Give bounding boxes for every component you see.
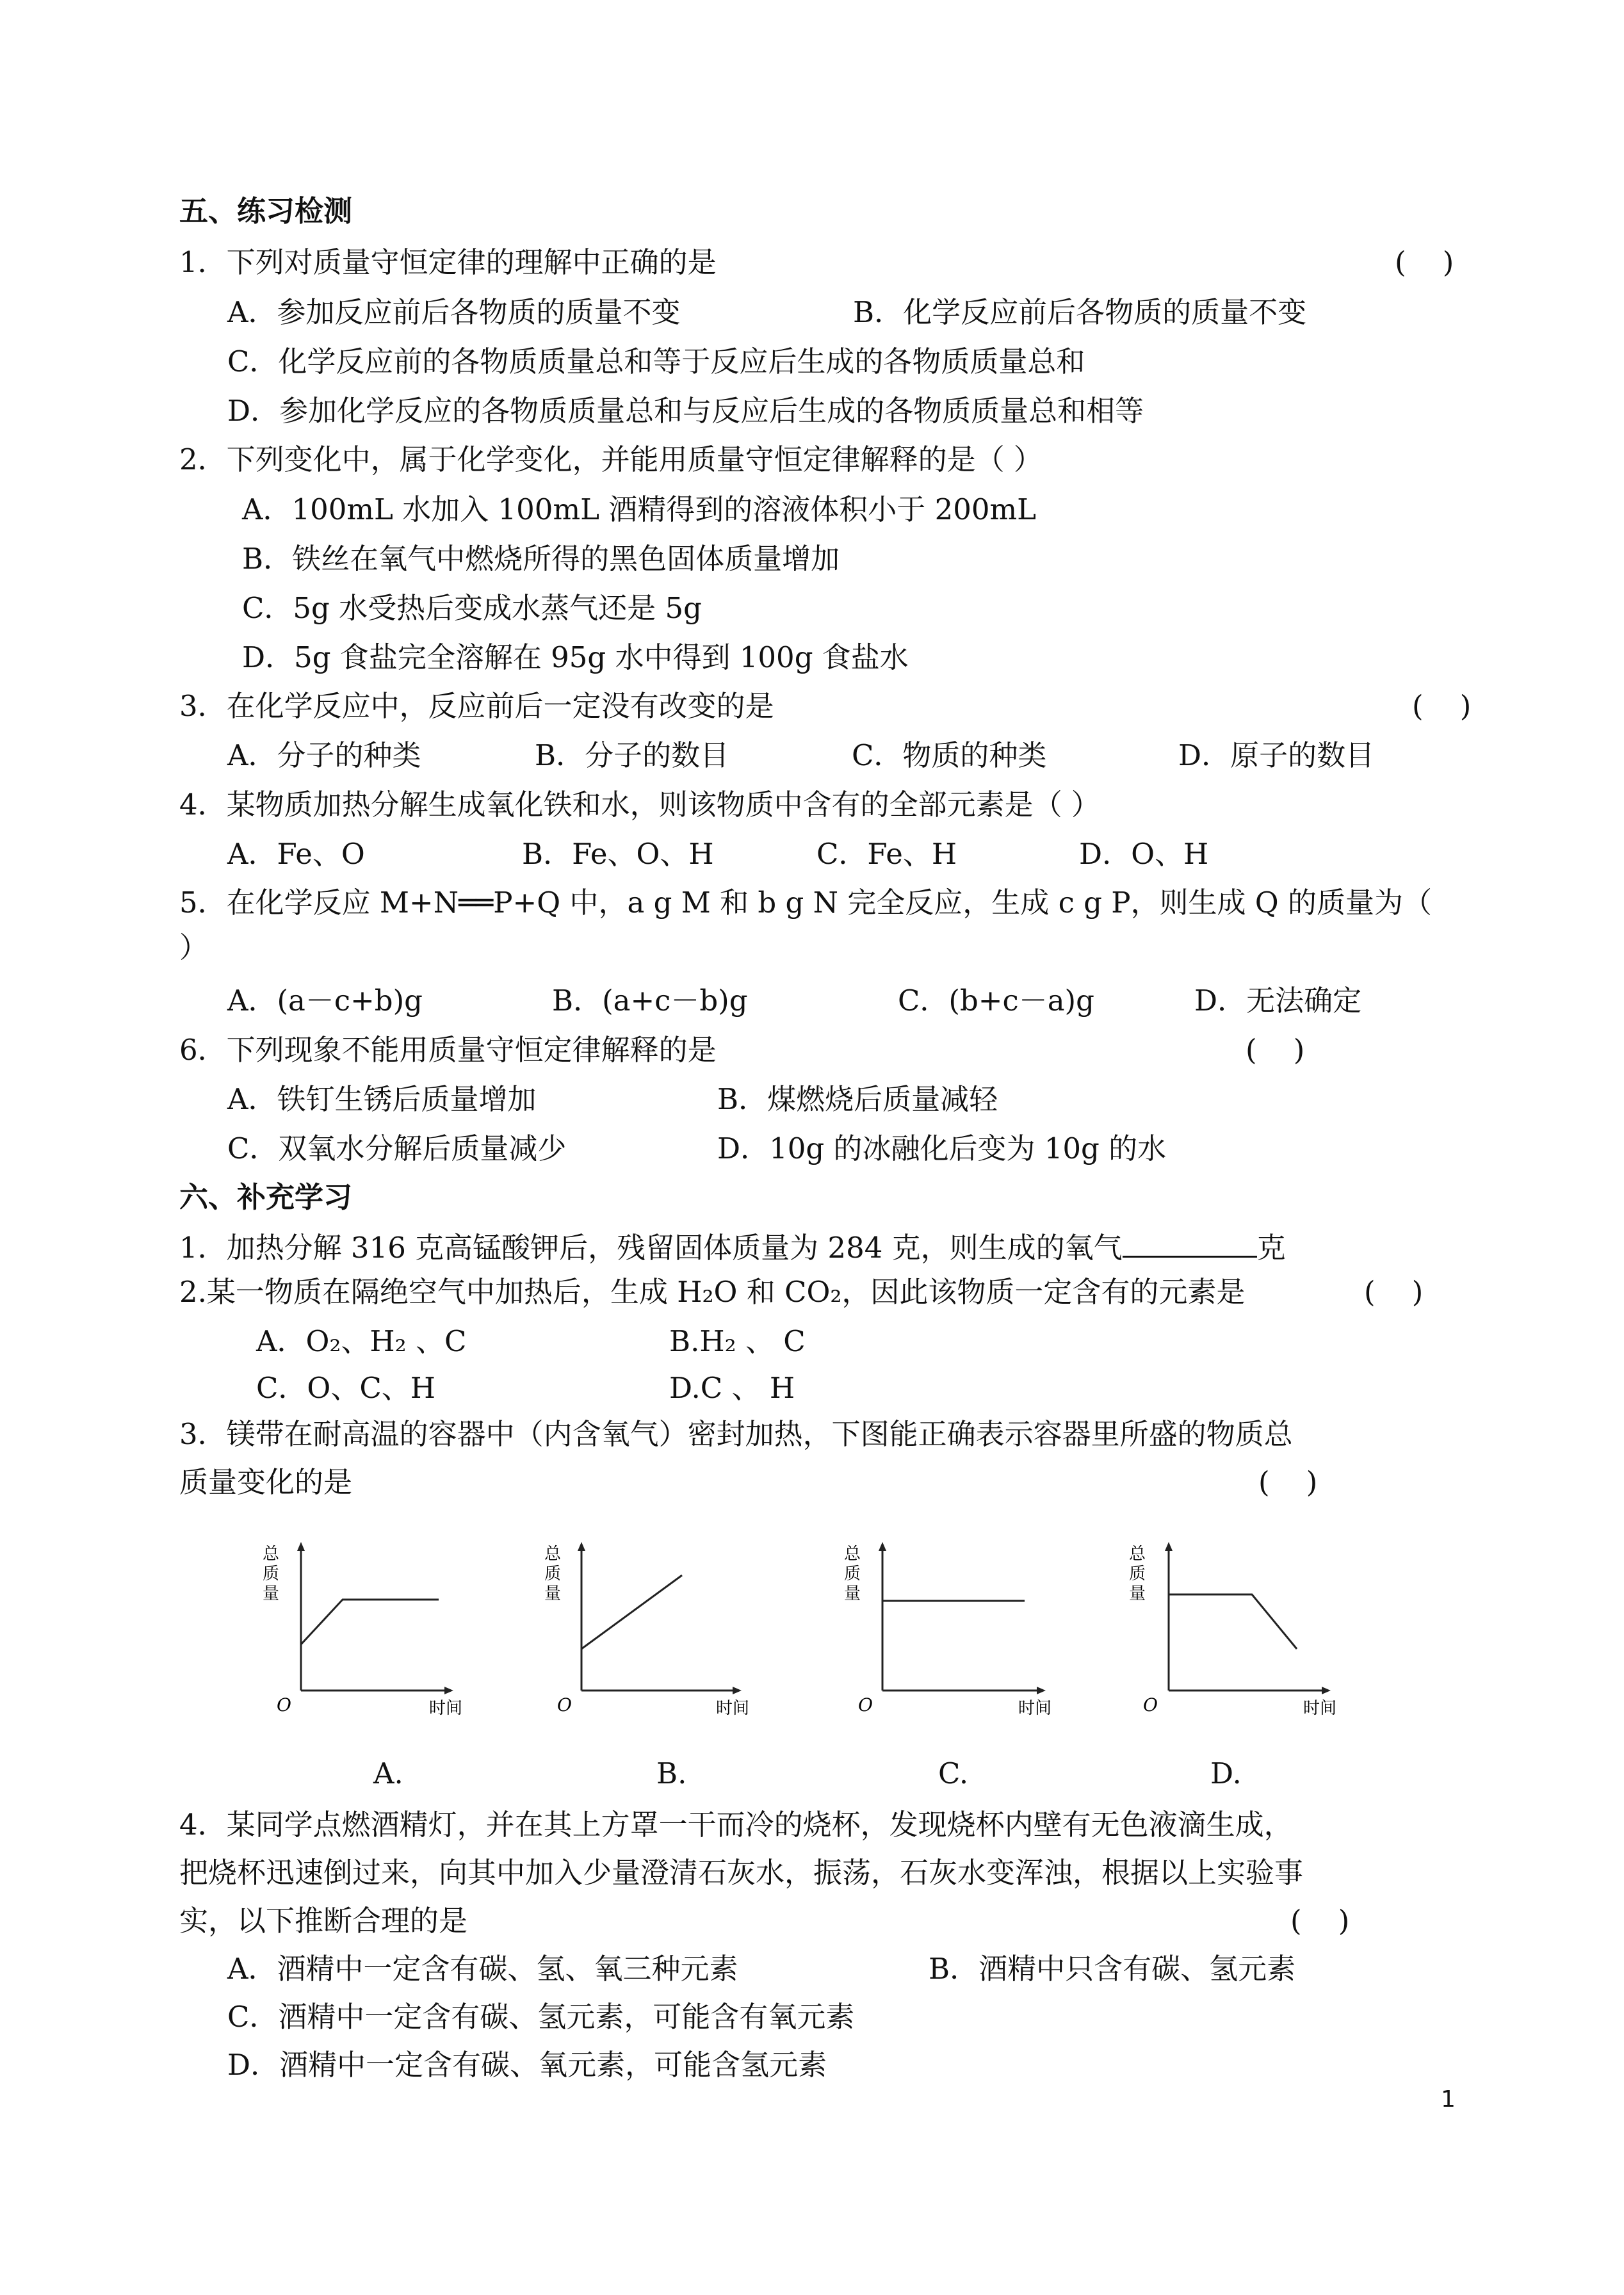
graph-d-label[interactable]: D. (1210, 1756, 1242, 1790)
q2-option-c[interactable]: C．5g 水受热后变成水蒸气还是 5g (242, 591, 702, 625)
q3-option-d[interactable]: D．原子的数目 (1178, 738, 1375, 772)
graph-b-label[interactable]: B. (656, 1756, 687, 1790)
graph-d-y-arrow (1165, 1542, 1173, 1551)
q3-answer-paren[interactable]: ( ) (1412, 689, 1472, 723)
q5-stem-continued: ） (179, 930, 209, 964)
s6-q4-stem: 4．某同学点燃酒精灯，并在其上方罩一干而冷的烧杯，发现烧杯内壁有无色液滴生成， (179, 1808, 1293, 1842)
q5-option-b[interactable]: B．(a+c－b)g (552, 984, 748, 1018)
graph-b-ylabel-2: 质 (544, 1564, 562, 1584)
graph-a-ylabel-3: 量 (263, 1584, 280, 1603)
q6-option-b[interactable]: B．煤燃烧后质量减轻 (717, 1082, 998, 1116)
graph-b-xlabel: 时间 (716, 1699, 750, 1718)
q4-option-d[interactable]: D．O、H (1079, 837, 1209, 871)
q3-option-b[interactable]: B．分子的数目 (535, 738, 729, 772)
graph-c-ylabel-2: 质 (844, 1564, 861, 1584)
q6-option-c[interactable]: C．双氧水分解后质量减少 (227, 1131, 567, 1165)
q1-stem: 1．下列对质量守恒定律的理解中正确的是 (179, 245, 717, 279)
s6-q1-unit: 克 (1256, 1231, 1286, 1265)
s6-q4-option-c[interactable]: C．酒精中一定含有碳、氢元素，可能含有氧元素 (227, 2000, 855, 2034)
q4-option-b[interactable]: B．Fe、O、H (522, 837, 714, 871)
graph-d (1117, 1537, 1348, 1729)
graph-b-ylabel-3: 量 (544, 1584, 562, 1603)
q6-option-d[interactable]: D．10g 的冰融化后变为 10g 的水 (717, 1131, 1167, 1165)
q3-option-a[interactable]: A．分子的种类 (227, 738, 421, 772)
graph-c-ylabel-3: 量 (844, 1584, 861, 1603)
graph-d-origin: O (1143, 1694, 1158, 1715)
graph-c-label[interactable]: C. (938, 1756, 969, 1790)
graph-d-xlabel: 时间 (1303, 1699, 1337, 1718)
s6-q1-stem: 1．加热分解 316 克高锰酸钾后，残留固体质量为 284 克，则生成的氧气 (179, 1231, 1123, 1265)
q5-option-c[interactable]: C．(b+c－a)g (898, 984, 1094, 1018)
q1-option-a[interactable]: A．参加反应前后各物质的质量不变 (227, 295, 681, 329)
graph-b-y-arrow (578, 1542, 585, 1551)
graph-b-origin: O (557, 1694, 572, 1715)
graph-c-ylabel-1: 总 (844, 1545, 861, 1564)
q2-stem: 2．下列变化中，属于化学变化，并能用质量守恒定律解释的是（ ） (179, 442, 1043, 476)
graph-a-label[interactable]: A. (373, 1756, 403, 1790)
q1-answer-paren[interactable]: ( ) (1395, 245, 1454, 279)
s6-q2-option-d[interactable]: D.C 、 H (669, 1371, 795, 1405)
s6-q2-answer-paren[interactable]: ( ) (1364, 1275, 1424, 1309)
s6-q4-stem-continued-2: 实，以下推断合理的是 (179, 1904, 468, 1938)
q2-option-b[interactable]: B．铁丝在氧气中燃烧所得的黑色固体质量增加 (242, 542, 840, 576)
graph-d-ylabel-1: 总 (1129, 1545, 1146, 1564)
q6-stem: 6．下列现象不能用质量守恒定律解释的是 (179, 1033, 717, 1067)
graph-b-x-arrow (733, 1687, 742, 1694)
q5-option-d[interactable]: D．无法确定 (1194, 984, 1362, 1018)
q1-option-b[interactable]: B．化学反应前后各物质的质量不变 (853, 295, 1307, 329)
graph-c (832, 1537, 1063, 1729)
graph-a-y-arrow (297, 1542, 305, 1551)
s6-q4-option-b[interactable]: B．酒精中只含有碳、氢元素 (929, 1952, 1296, 1986)
graph-c-origin: O (858, 1694, 873, 1715)
s6-q4-answer-paren[interactable]: ( ) (1290, 1904, 1350, 1938)
q3-stem: 3．在化学反应中，反应前后一定没有改变的是 (179, 689, 774, 723)
graph-d-ylabel-3: 量 (1129, 1584, 1146, 1603)
s6-q4-stem-continued: 把烧杯迅速倒过来，向其中加入少量澄清石灰水，振荡，石灰水变浑浊，根据以上实验事 (179, 1856, 1304, 1890)
s6-q3-stem: 3．镁带在耐高温的容器中（内含氧气）密封加热，下图能正确表示容器里所盛的物质总 (179, 1417, 1293, 1451)
q3-option-c[interactable]: C．物质的种类 (852, 738, 1047, 772)
q4-option-c[interactable]: C．Fe、H (816, 837, 957, 871)
graph-a (243, 1537, 474, 1729)
q4-option-a[interactable]: A．Fe、O (227, 837, 365, 871)
q1-option-c[interactable]: C．化学反应前的各物质质量总和等于反应后生成的各物质质量总和 (227, 345, 1085, 378)
q6-answer-paren[interactable]: ( ) (1246, 1033, 1305, 1067)
graph-a-curve (301, 1600, 439, 1644)
section-6-title: 六、补充学习 (179, 1180, 353, 1214)
graph-c-xlabel: 时间 (1018, 1699, 1052, 1718)
section-5-title: 五、练习检测 (179, 194, 353, 228)
q1-option-d[interactable]: D．参加化学反应的各物质质量总和与反应后生成的各物质质量总和相等 (227, 394, 1144, 428)
s6-q1-blank[interactable] (1123, 1228, 1257, 1258)
q5-option-a[interactable]: A．(a－c+b)g (227, 984, 423, 1018)
graph-a-ylabel-1: 总 (263, 1545, 280, 1564)
graph-a-x-arrow (444, 1687, 453, 1694)
graph-b-ylabel-1: 总 (544, 1545, 562, 1564)
graph-c-x-arrow (1037, 1687, 1046, 1694)
q2-option-a[interactable]: A．100mL 水加入 100mL 酒精得到的溶液体积小于 200mL (242, 492, 1037, 526)
s6-q1-line (179, 1228, 1286, 1267)
graph-a-ylabel-2: 质 (263, 1564, 280, 1584)
s6-q2-option-b[interactable]: B.H₂ 、 C (669, 1324, 806, 1358)
q2-option-d[interactable]: D．5g 食盐完全溶解在 95g 水中得到 100g 食盐水 (242, 640, 909, 674)
q4-stem: 4．某物质加热分解生成氧化铁和水，则该物质中含有的全部元素是（ ） (179, 788, 1100, 822)
graph-b-curve (581, 1575, 682, 1649)
graph-b (538, 1537, 768, 1729)
graph-c-y-arrow (879, 1542, 886, 1551)
graph-a-xlabel: 时间 (429, 1699, 463, 1718)
s6-q2-option-a[interactable]: A．O₂、H₂ 、C (256, 1324, 467, 1358)
s6-q2-stem: 2.某一物质在隔绝空气中加热后，生成 H₂O 和 CO₂，因此该物质一定含有的元素是 (179, 1275, 1246, 1309)
graph-a-origin: O (277, 1694, 291, 1715)
graph-d-ylabel-2: 质 (1129, 1564, 1146, 1584)
q5-stem: 5．在化学反应 M+N══P+Q 中，a g M 和 b g N 完全反应，生成 c g P，则生成 Q 的质量为（ (179, 886, 1432, 920)
s6-q3-stem-continued: 质量变化的是 (179, 1465, 353, 1499)
s6-q2-option-c[interactable]: C．O、C、H (256, 1371, 435, 1405)
graph-d-curve (1169, 1594, 1297, 1649)
s6-q4-option-d[interactable]: D．酒精中一定含有碳、氧元素，可能含氢元素 (227, 2048, 827, 2082)
s6-q3-answer-paren[interactable]: ( ) (1258, 1465, 1318, 1499)
graph-d-x-arrow (1322, 1687, 1331, 1694)
s6-q4-option-a[interactable]: A．酒精中一定含有碳、氢、氧三种元素 (227, 1952, 738, 1986)
q6-option-a[interactable]: A．铁钉生锈后质量增加 (227, 1082, 537, 1116)
page-number: 1 (1441, 2086, 1456, 2113)
